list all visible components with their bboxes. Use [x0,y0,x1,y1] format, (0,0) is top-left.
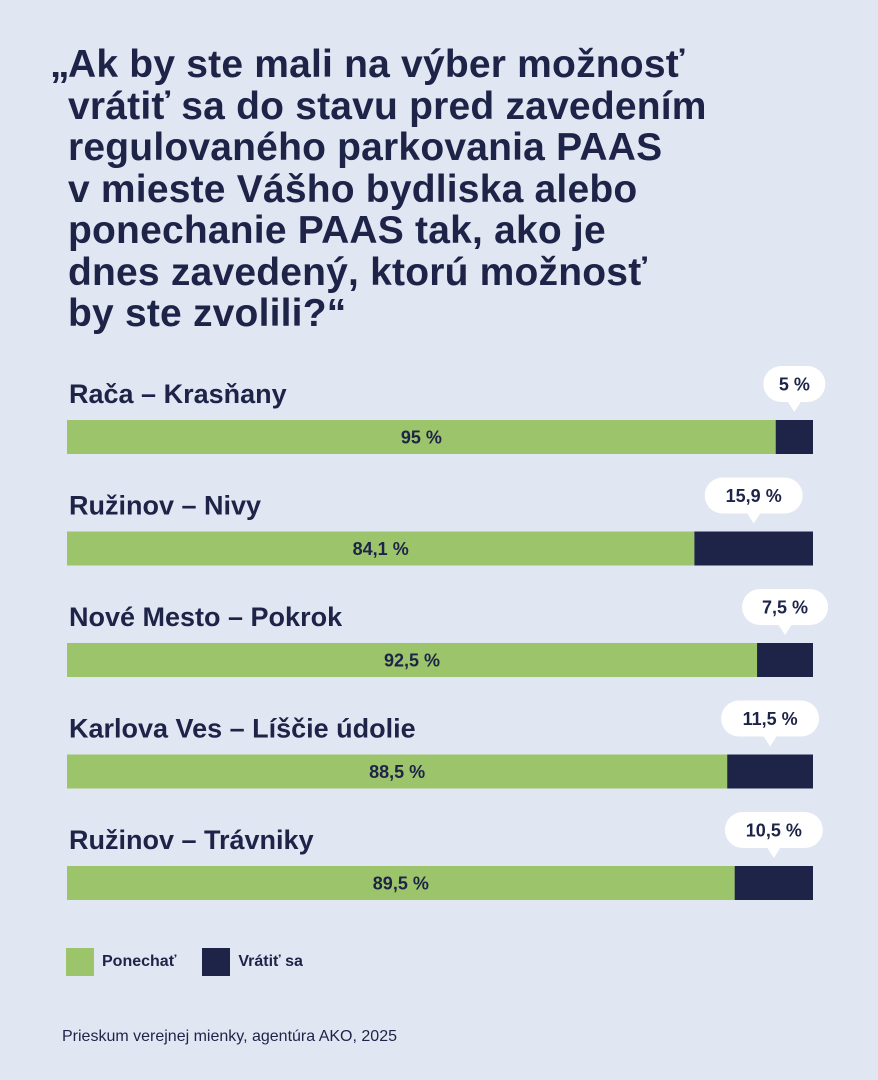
region-label: Ružinov – Nivy [69,490,262,521]
value-label-return: 7,5 % [762,597,809,618]
callout-pointer [767,847,781,858]
legend-label-keep: Ponechať [102,953,177,970]
value-label-return: 10,5 % [745,820,802,841]
source-note: Prieskum verejnej mienky, agentúra AKO, 2025 [62,1028,397,1045]
legend-item-keep [66,948,176,976]
region-label: Nové Mesto – Pokrok [69,602,343,632]
title-line: ponechanie PAAS tak, ako je [68,209,606,252]
value-label-keep: 84,1 % [352,539,409,559]
value-label-return: 11,5 % [742,709,798,729]
region-label: Rača – Krasňany [69,379,287,409]
title-line: regulovaného parkovania PAAS [68,126,663,169]
value-label-keep: 89,5 % [372,873,429,894]
bar-return [757,643,813,677]
callout-pointer [763,736,777,747]
title-line: v mieste Vášho bydliska alebo [68,167,638,211]
callout-pointer [747,513,761,524]
bar-return [694,532,813,566]
legend-item-return [202,948,303,976]
title-line: Ak by ste mali na výber možnosť [68,43,685,86]
legend-label-return: Vrátiť sa [238,953,303,970]
region-label: Ružinov – Trávniky [69,825,314,855]
value-label-return: 15,9 % [725,486,782,506]
callout-pointer [778,624,792,635]
title-line: by ste zvolili?“ [68,292,347,335]
region-label: Karlova Ves – Líščie údolie [69,713,416,744]
legend-swatch-return [202,948,230,976]
bar-return [776,420,813,454]
title-open-quote: „ [50,43,70,86]
value-label-return: 5 % [778,374,810,395]
value-label-keep: 95 % [400,427,442,448]
bar-return [727,755,813,789]
title-line: vrátiť sa do stavu pred zavedením [68,84,707,128]
bar-return [735,866,813,900]
title-line: dnes zavedený, ktorú možnosť [68,250,648,294]
value-label-keep: 92,5 % [384,650,441,671]
value-label-keep: 88,5 % [369,762,426,782]
callout-pointer [787,401,801,412]
legend [66,948,329,976]
legend-swatch-keep [66,948,94,976]
